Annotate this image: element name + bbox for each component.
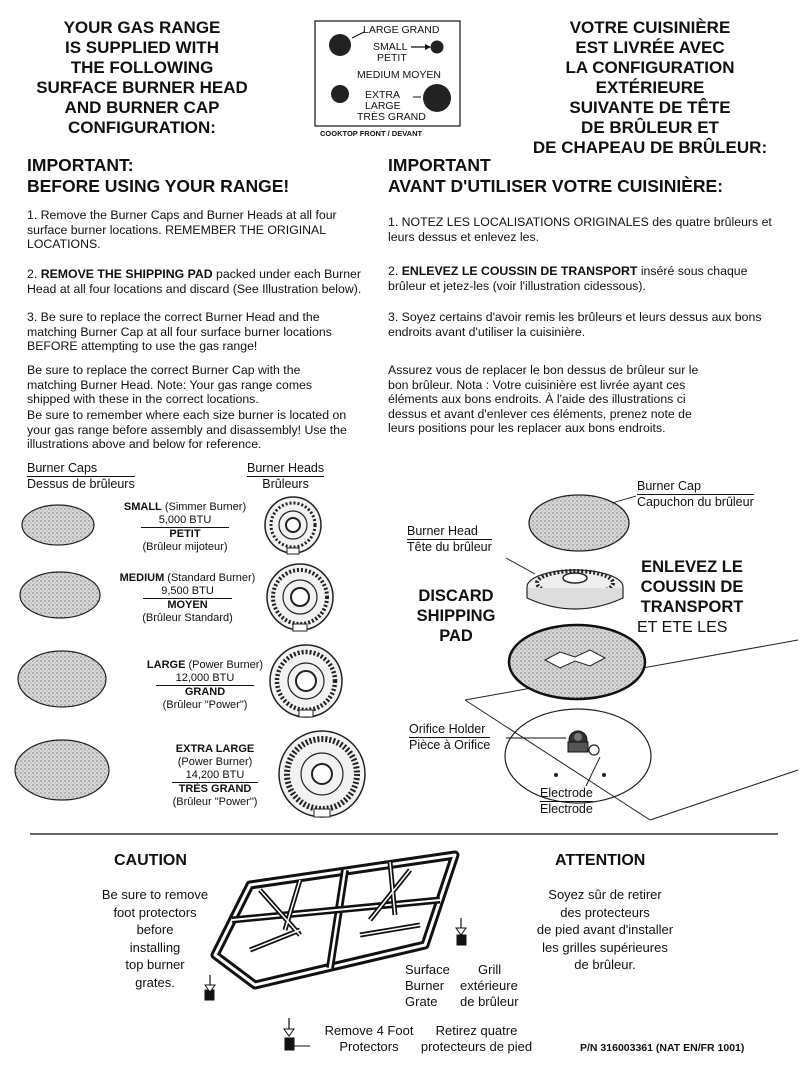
burner-name: LARGE xyxy=(146,659,186,671)
diagram-front-label: COOKTOP FRONT / DEVANT xyxy=(320,129,423,138)
burner-desc: (Power Burner) xyxy=(177,756,253,768)
attention-line: Soyez sûr de retirer xyxy=(548,887,662,902)
burner-name: EXTRA LARGE xyxy=(175,743,255,755)
small-cap xyxy=(22,505,94,545)
burner-name: SMALL xyxy=(123,501,162,513)
header-fr-line: SUIVANTE DE TÊTE xyxy=(569,98,731,117)
enlevez-line: COUSSIN DE xyxy=(640,578,744,596)
fr-step-2-bold: ENLEVEZ LE COUSSIN DE TRANSPORT xyxy=(401,264,638,278)
burner-fr-desc: (Brûleur "Power") xyxy=(172,796,258,808)
burner-name: MEDIUM xyxy=(119,572,165,584)
en-paragraph-5: Be sure to remember where each size burner is located on your gas range before assembly and disassembly! Use the illustrations above and below for reference. xyxy=(27,408,347,452)
en-step-2-bold: REMOVE THE SHIPPING PAD xyxy=(40,267,213,281)
discard-pad-label xyxy=(408,586,504,646)
attention-line: de brûleur. xyxy=(574,957,636,972)
discard-line: SHIPPING xyxy=(416,607,496,625)
caution-line: grates. xyxy=(135,974,175,990)
burner-caps xyxy=(15,505,109,800)
important-fr xyxy=(388,155,723,197)
important-fr-line2: AVANT D'UTILISER VOTRE CUISINIÈRE: xyxy=(388,176,724,196)
electrode-callout xyxy=(540,786,593,817)
large-burner-dot xyxy=(329,34,351,56)
exploded-burner-illustration xyxy=(465,495,798,820)
burner-fr-desc: (Brûleur mijoteur) xyxy=(142,541,228,553)
caution-line: top burner xyxy=(125,957,185,972)
enlevez-line: TRANSPORT xyxy=(640,598,744,616)
header-fr-line: EXTÉRIEURE xyxy=(595,78,705,97)
header-en-line: YOUR GAS RANGE xyxy=(63,18,221,37)
burner-fr-desc: (Brûleur "Power") xyxy=(162,699,248,711)
orifice-holder-en: Orifice Holder xyxy=(409,722,490,738)
burner-desc: (Power Burner) xyxy=(185,659,264,671)
en-step-3: 3. Be sure to replace the correct Burner Head and the matching Burner Cap at all four surface burner locations BEFORE attempting to use the gas range! xyxy=(27,310,332,354)
diagram-petit-label: PETIT xyxy=(377,52,407,64)
header-fr-line: LA CONFIGURATION xyxy=(565,58,735,77)
attention-line: de pied avant d'installer xyxy=(536,922,674,937)
fr-step-1: 1. NOTEZ LES LOCALISATIONS ORIGINALES des quatre brûleurs et leurs dessus et enlevez les. xyxy=(388,215,772,244)
burner-fr: GRAND xyxy=(184,686,226,698)
orifice-holder-fr: Pièce à Orifice xyxy=(409,738,491,752)
enlevez-label xyxy=(634,557,750,617)
large-head xyxy=(270,645,342,717)
surface-burner-grate-label xyxy=(405,962,450,1010)
important-en-line1: IMPORTANT: xyxy=(27,155,134,175)
grill-exterieure-label xyxy=(460,962,519,1010)
caution-line: foot protectors xyxy=(113,904,197,920)
burner-btu: 9,500 BTU xyxy=(143,585,232,599)
grate-label-line: extérieure xyxy=(460,978,518,993)
extra-large-burner-dot xyxy=(423,84,451,112)
medium-burner-dot xyxy=(331,85,349,103)
header-en-line: CONFIGURATION: xyxy=(68,118,216,137)
burner-cap-callout xyxy=(637,479,754,510)
attention-title: ATTENTION xyxy=(555,852,646,869)
attention-line: des protecteurs xyxy=(560,904,650,920)
small-burner-dot xyxy=(431,41,444,54)
grate-label-line: Grate xyxy=(405,994,438,1009)
fr-paragraph-4: Assurez vous de replacer le bon dessus de brûleur sur le bon brûleur. Nota : Votre cuisinière est livrée ayant ces éléments aux bons endroits. À l'aide des illustrations ci dessus et avant d'enlever ces éléments, prenez note de leurs positions pour les replacer aux bons endroits. xyxy=(388,363,699,436)
grate-label-line: Surface xyxy=(405,962,450,977)
header-en-line: IS SUPPLIED WITH xyxy=(65,38,219,57)
grate-label-line: Protectors xyxy=(339,1039,399,1054)
large-cap xyxy=(18,651,106,707)
important-en-line2: BEFORE USING YOUR RANGE! xyxy=(27,176,290,196)
burner-fr: MOYEN xyxy=(167,599,208,611)
small-head xyxy=(265,497,321,554)
grate-label-line: Grill xyxy=(478,962,502,977)
caution-line: Be sure to remove xyxy=(101,887,209,902)
en-step-2 xyxy=(27,267,379,296)
retirez-protecteurs-label xyxy=(414,1023,539,1055)
diagram-large-label: LARGE GRAND xyxy=(363,24,440,36)
grate-illustration xyxy=(205,855,466,1050)
diagram-extra-label: EXTRA xyxy=(365,89,401,101)
burner-extra-large-label xyxy=(160,743,270,809)
electrode-en: Electrode xyxy=(540,786,593,800)
discard-line: DISCARD xyxy=(418,587,494,605)
grate-label-line: Remove 4 Foot xyxy=(324,1023,414,1038)
header-fr-line: VOTRE CUISINIÈRE xyxy=(569,18,731,37)
diagram-medium-label: MEDIUM MOYEN xyxy=(357,69,441,81)
burner-large-label xyxy=(130,659,280,712)
en-step-2-rest: packed under each Burner Head at all four locations and discard (See Illustration below). xyxy=(27,267,362,296)
burner-caps-label-fr: Dessus de brûleurs xyxy=(27,477,135,491)
burner-desc: (Standard Burner) xyxy=(164,572,256,584)
important-fr-line1: IMPORTANT xyxy=(388,155,491,175)
burner-head-callout-fr: Tête du brûleur xyxy=(407,540,492,554)
cap-illustration xyxy=(529,495,629,551)
fr-step-2-num: 2. xyxy=(388,264,402,278)
burner-desc: (Simmer Burner) xyxy=(161,501,247,513)
diagram-large2-label: LARGE xyxy=(365,100,401,112)
extra-large-cap xyxy=(15,740,109,800)
extra-large-head xyxy=(279,731,365,817)
burner-fr: TRÈS GRAND xyxy=(178,783,252,795)
diagram-tres-grand-label: TRÈS GRAND xyxy=(357,111,426,123)
burner-caps-header xyxy=(27,461,135,492)
burner-cap-callout-en: Burner Cap xyxy=(637,479,754,495)
header-fr xyxy=(520,18,780,158)
header-fr-line: DE BRÛLEUR ET xyxy=(581,118,719,137)
burner-small-label xyxy=(105,501,265,554)
en-paragraph-4: Be sure to replace the correct Burner Cap with the matching Burner Head. Note: Your gas range comes shipped with these in the correct locations. xyxy=(27,363,313,407)
burner-heads-label-en: Burner Heads xyxy=(247,461,325,475)
part-number: P/N 316003361 (NAT EN/FR 1001) xyxy=(580,1042,745,1054)
header-en-line: SURFACE BURNER HEAD xyxy=(36,78,248,97)
fr-step-2 xyxy=(388,264,778,293)
grate-label-line: de brûleur xyxy=(460,994,519,1009)
header-en xyxy=(20,18,264,138)
fr-step-2-rest: inséré sous chaque brûleur et jetez-les (voir l'illustration cidessous). xyxy=(388,264,748,293)
caution-text xyxy=(80,886,230,991)
fr-step-3: 3. Soyez certains d'avoir remis les brûleurs et leurs dessus aux bons endroits avant d'utiliser la cuisinière. xyxy=(388,310,762,339)
header-fr-line: DE CHAPEAU DE BRÛLEUR: xyxy=(532,138,768,157)
medium-head xyxy=(267,564,333,631)
et-ete-les-label: ET ETE LES xyxy=(637,619,728,636)
burner-caps-label-en: Burner Caps xyxy=(27,461,135,477)
electrode-fr: Electrode xyxy=(540,802,593,816)
attention-text xyxy=(515,886,695,974)
caution-title: CAUTION xyxy=(114,852,187,869)
burner-heads-label-fr: Brûleurs xyxy=(262,477,309,491)
caution-line: before xyxy=(136,922,174,937)
caution-line: installing xyxy=(129,939,181,955)
medium-cap xyxy=(20,572,100,618)
burner-btu: 12,000 BTU xyxy=(156,672,255,686)
en-step-2-num: 2. xyxy=(27,267,41,281)
burner-fr: PETIT xyxy=(169,528,201,540)
important-en xyxy=(27,155,289,197)
grate-label-line: protecteurs de pied xyxy=(420,1039,533,1054)
remove-foot-protectors-label xyxy=(312,1023,426,1055)
burner-heads xyxy=(265,497,365,817)
burner-btu: 5,000 BTU xyxy=(141,514,230,528)
header-en-line: THE FOLLOWING xyxy=(70,58,214,77)
burner-head-callout-en: Burner Head xyxy=(407,524,492,540)
burner-medium-label xyxy=(105,572,270,625)
discard-line: PAD xyxy=(439,627,473,645)
diagram-small-label: SMALL xyxy=(373,41,408,53)
burner-cap-callout-fr: Capuchon du brûleur xyxy=(637,495,754,509)
header-en-line: AND BURNER CAP xyxy=(64,98,220,117)
orifice-holder-callout xyxy=(409,722,490,753)
burner-heads-header xyxy=(247,461,324,492)
burner-head-callout xyxy=(407,524,492,555)
grate-label-line: Burner xyxy=(405,978,445,993)
en-step-1: 1. Remove the Burner Caps and Burner Heads at all four surface burner locations. REMEMBER THE ORIGINAL LOCATIONS. xyxy=(27,208,337,252)
burner-btu: 14,200 BTU xyxy=(172,769,259,783)
attention-line: les grilles supérieures xyxy=(542,939,668,955)
grate-label-line: Retirez quatre xyxy=(435,1023,518,1038)
header-fr-line: EST LIVRÉE AVEC xyxy=(575,38,725,57)
enlevez-line: ENLEVEZ LE xyxy=(641,558,743,576)
burner-fr-desc: (Brûleur Standard) xyxy=(142,612,233,624)
